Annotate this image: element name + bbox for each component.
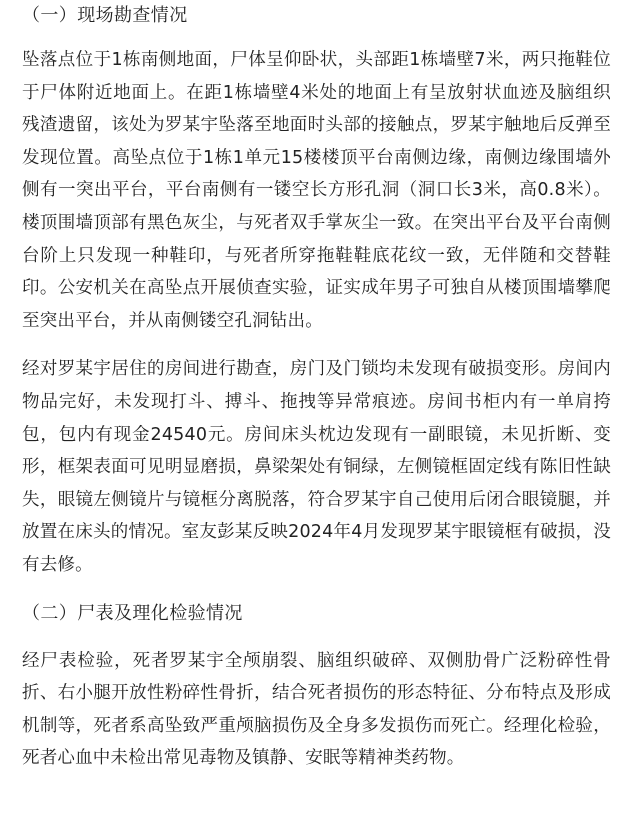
paragraph-autopsy-findings: 经尸表检验，死者罗某宇全颅崩裂、脑组织破碎、双侧肋骨广泛粉碎性骨折、右小腿开放性粉碎性骨折，结合死者损伤的形态特征、分布特点及形成机制等，死者系高坠致严重颅脑损伤及全身多发损伤而死亡。经理化检验，死者心血中未检出常见毒物及镇静、安眠等精神类药物。 xyxy=(22,650,611,769)
paragraph-fall-site: 坠落点位于1栋南侧地面，尸体呈仰卧状，头部距1栋墙壁7米，两只拖鞋位于尸体附近地面上。在距1栋墙壁4米处的地面上有呈放射状血迹及脑组织残渣遗留，该处为罗某宇坠落至地面时头部的接触点，罗某宇触地后反弹至发现位置。高坠点位于1栋1单元15楼楼顶平台南侧边缘，南侧边缘围墙外侧有一突出平台，平台南侧有一镂空长方形孔洞（洞口长3米，高0.8米）。楼顶围墙顶部有黑色灰尘，与死者双手掌灰尘一致。在突出平台及平台南侧台阶上只发现一种鞋印，与死者所穿拖鞋鞋底花纹一致，无伴随和交替鞋印。公安机关在高坠点开展侦查实验，证实成年男子可独自从楼顶围墙攀爬至突出平台，并从南侧镂空孔洞钻出。 xyxy=(22,50,611,331)
section-heading-site-investigation: （一）现场勘查情况 xyxy=(22,5,188,26)
paragraph-room-inspection: 经对罗某宇居住的房间进行勘查，房门及门锁均未发现有破损变形。房间内物品完好，未发现打斗、搏斗、拖拽等异常痕迹。房间书柜内有一单肩挎包，包内有现金24540元。房间床头枕边发现有一副眼镜，未见折断、变形，框架表面可见明显磨损，鼻梁架处有铜绿，左侧镜框固定线有陈旧性缺失，眼镜左侧镜片与镜框分离脱落，符合罗某宇自己使用后闭合眼镜腿，并放置在床头的情况。室友彭某反映2024年4月发现罗某宇眼镜框有破损，没有去修。 xyxy=(22,359,611,575)
section-heading-autopsy-toxicology: （二）尸表及理化检验情况 xyxy=(22,602,243,624)
